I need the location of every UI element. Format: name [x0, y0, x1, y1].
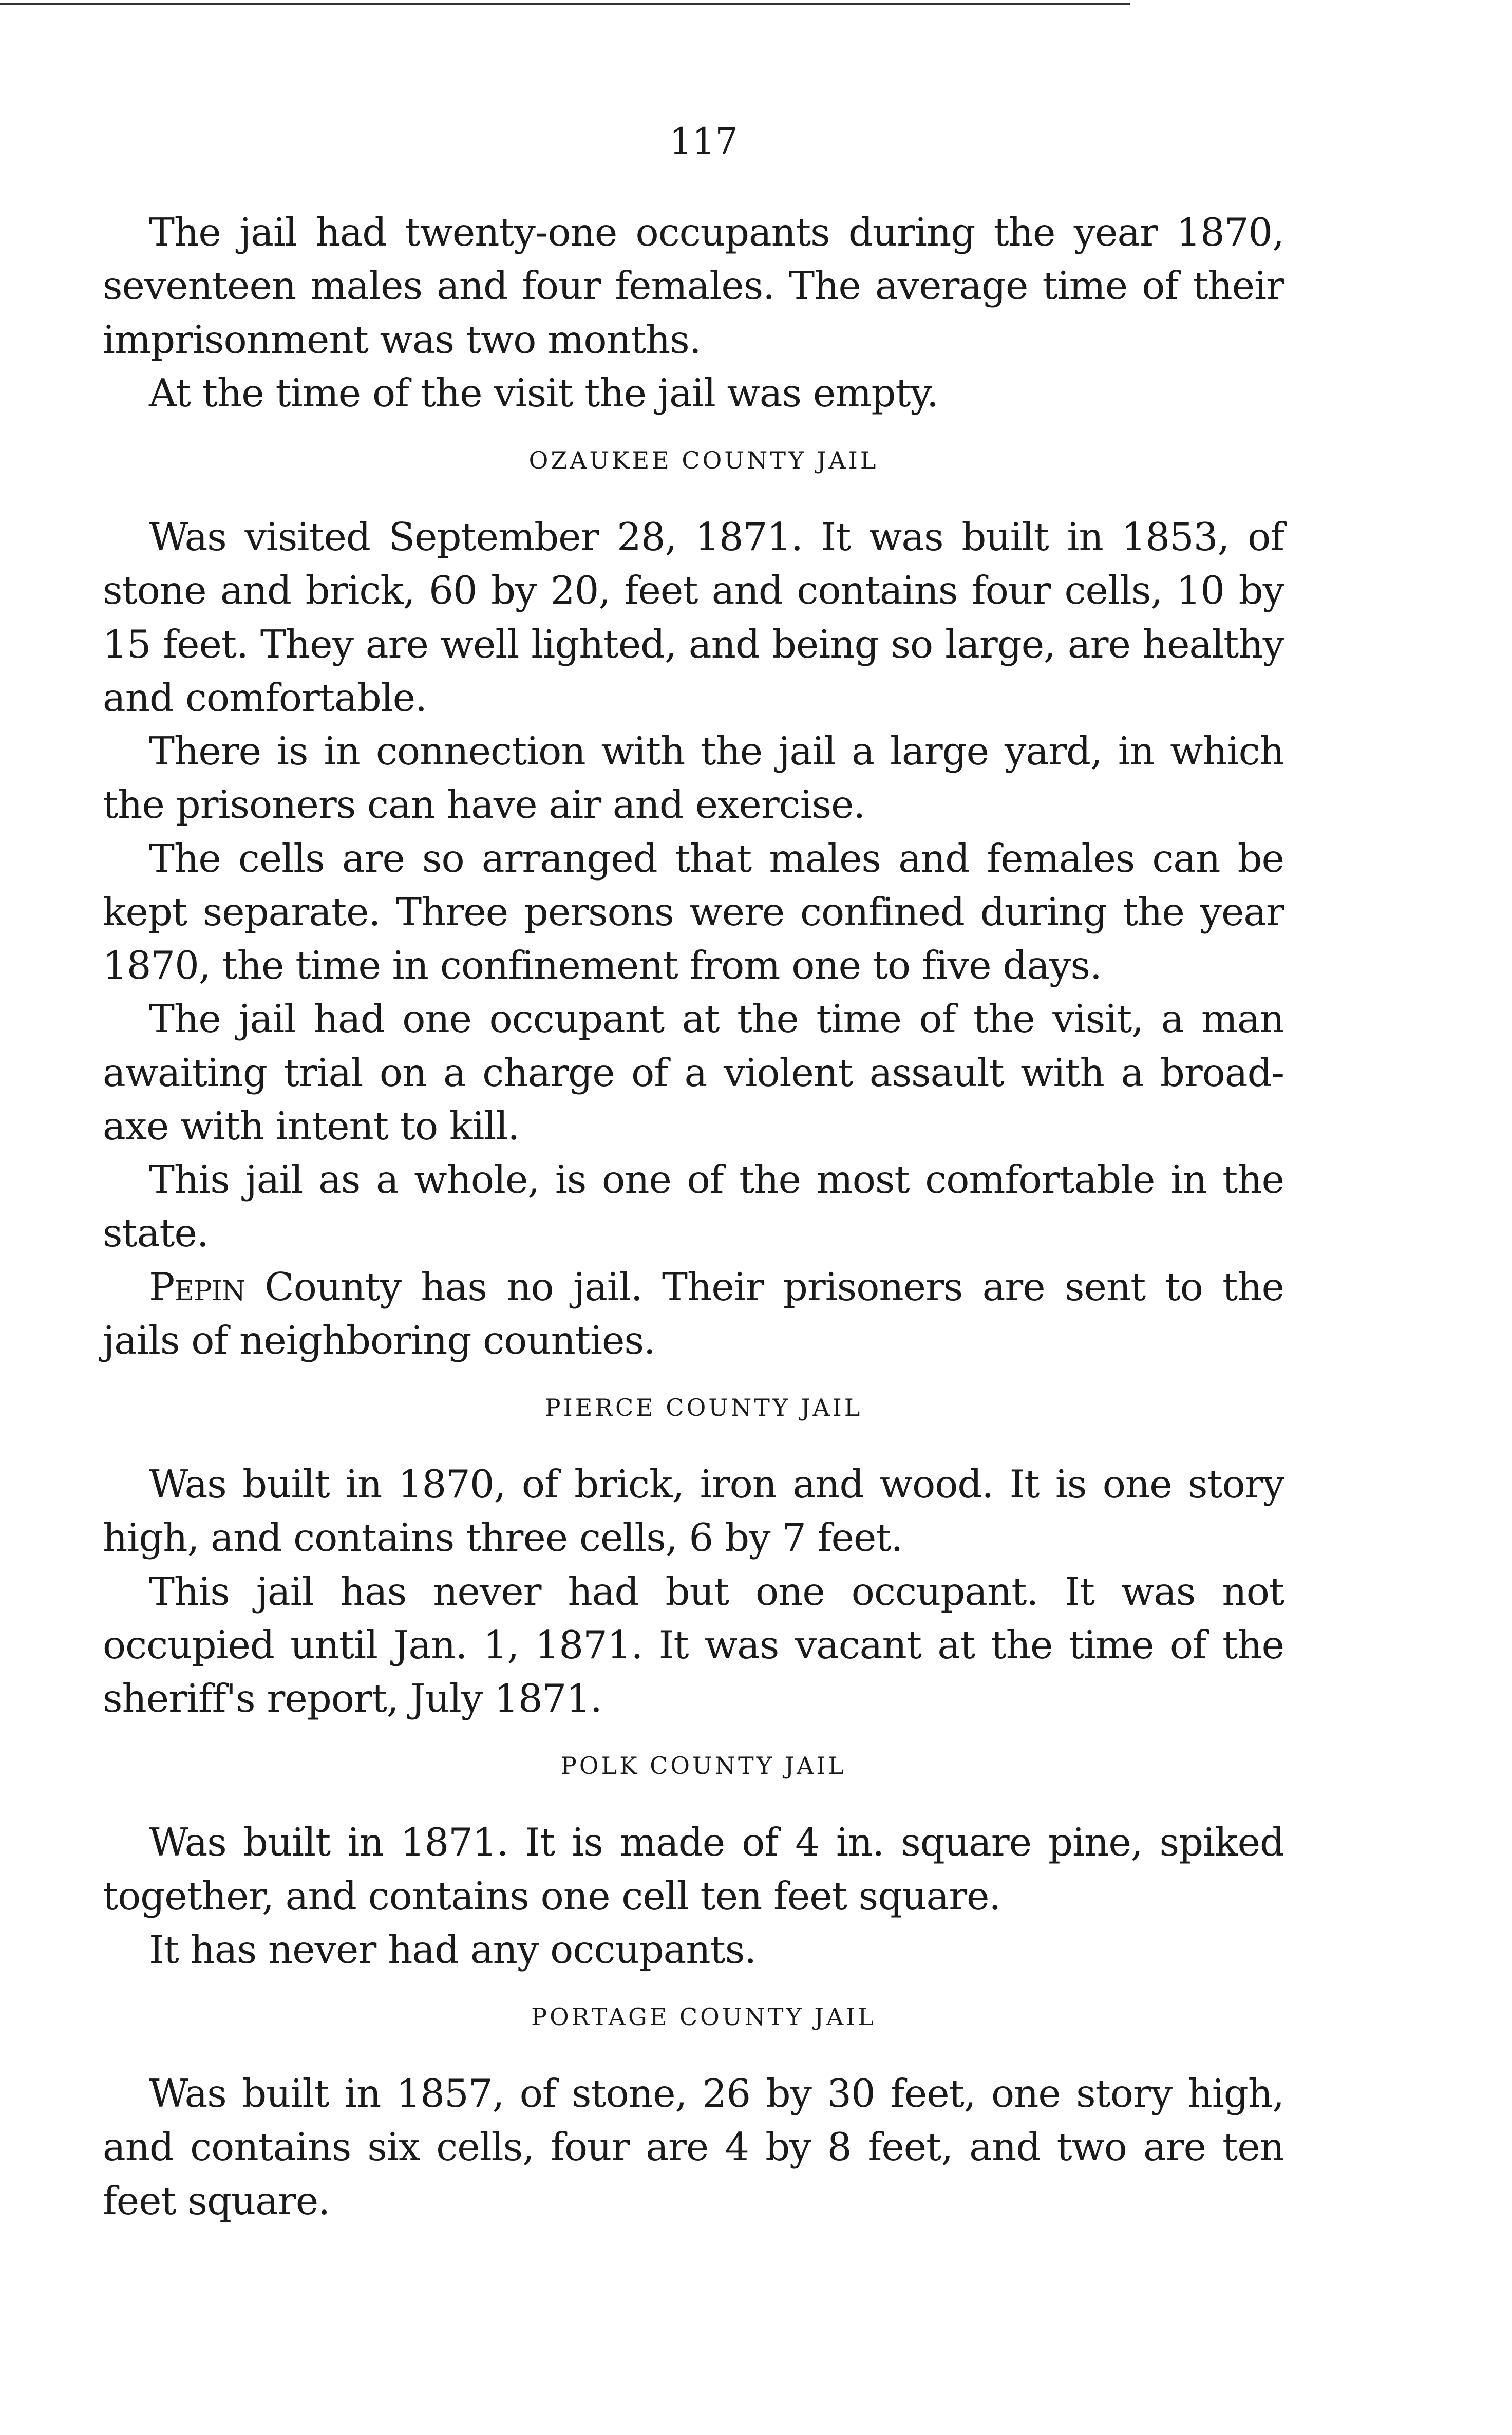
paragraph-pepin: [103, 1260, 1284, 1368]
section-heading-pierce: PIERCE COUNTY JAIL: [544, 1394, 863, 1421]
paragraph-text: County has no jail. Their prisoners are sent to the jails of neighboring counties.: [103, 1264, 1284, 1363]
paragraph: The jail had twenty-one occupants during the year 1870, seventeen males and four females. The average time of their imprisonment was two months.: [103, 210, 1284, 362]
document-page: [103, 120, 1284, 2227]
section-heading-portage: PORTAGE COUNTY JAIL: [531, 2003, 876, 2031]
section-heading-polk: POLK COUNTY JAIL: [560, 1752, 847, 1780]
paragraph: The jail had one occupant at the time of the visit, a man awaiting trial on a charge of a violent assault with a broad-axe with intent to kill.: [103, 996, 1284, 1149]
paragraph: Was visited September 28, 1871. It was built in 1853, of stone and brick, 60 by 20, feet and contains four cells, 10 by 15 feet. They are well lighted, and being so large, are healthy and comfortable.: [103, 514, 1284, 720]
county-name-small-caps: Pepin: [149, 1264, 245, 1309]
paragraph: It has never had any occupants.: [149, 1926, 757, 1972]
paragraph: Was built in 1857, of stone, 26 by 30 feet, one story high, and contains six cells, four are 4 by 8 feet, and two are ten feet square.: [103, 2071, 1284, 2223]
page-number: 117: [669, 120, 738, 162]
section-heading-ozaukee: OZAUKEE COUNTY JAIL: [528, 446, 879, 474]
paragraph: This jail has never had but one occupant. It was not occupied until Jan. 1, 1871. It was vacant at the time of the sheriff's report, July 1871.: [103, 1568, 1284, 1721]
paragraph: At the time of the visit the jail was empty.: [149, 370, 938, 416]
paragraph: This jail as a whole, is one of the most comfortable in the state.: [103, 1157, 1284, 1256]
paragraph: There is in connection with the jail a large yard, in which the prisoners can have air and exercise.: [103, 728, 1284, 828]
paragraph: Was built in 1870, of brick, iron and wood. It is one story high, and contains three cells, 6 by 7 feet.: [103, 1462, 1284, 1561]
paragraph: The cells are so arranged that males and females can be kept separate. Three persons were confined during the year 1870, the time in confinement from one to five days.: [103, 835, 1284, 988]
top-rule: [0, 3, 1130, 5]
paragraph: Was built in 1871. It is made of 4 in. square pine, spiked together, and contains one cell ten feet square.: [103, 1820, 1284, 1919]
